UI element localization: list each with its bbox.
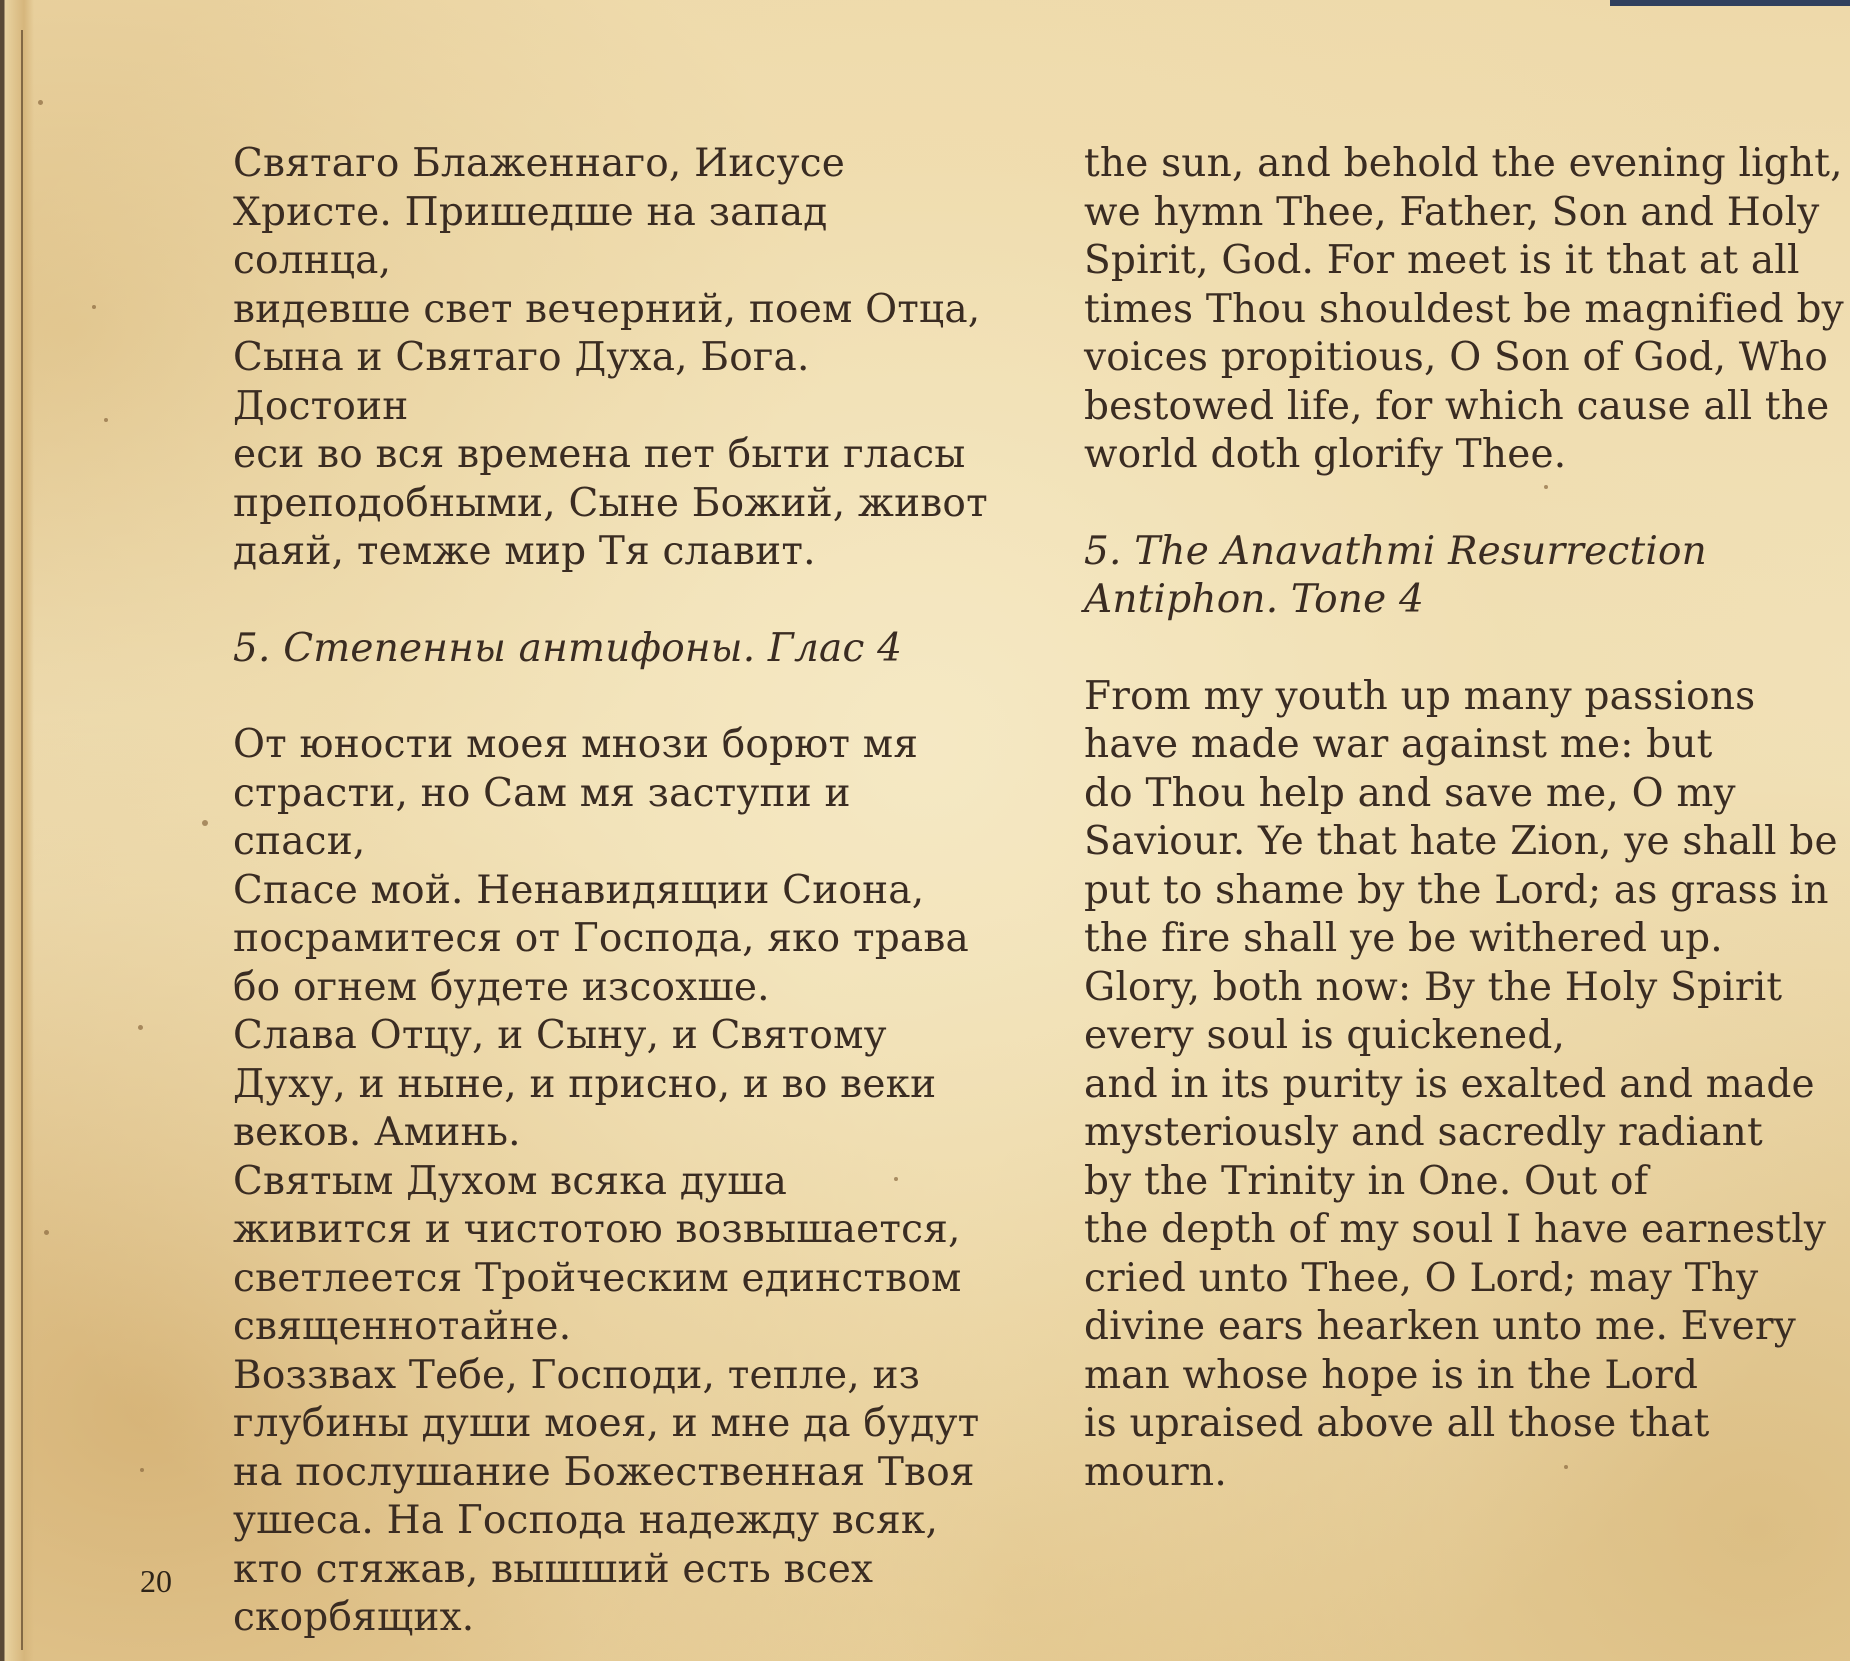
page-number: 20 [140, 1563, 172, 1599]
russian-column [233, 140, 993, 1643]
page-binding-edge [0, 0, 34, 1661]
paper-speck [104, 418, 108, 422]
paper-speck [138, 1025, 143, 1030]
russian-intro-paragraph: Святаго Блаженнаго, Иисусе Христе. Пришедше на запад солнца, видевше свет вечерний, поем Отца, Сына и Святаго Духа, Бога. Достоин еси во вся времена пет быти гласы преподобными, Сыне Божий, живот даяй, темже мир Тя славит. [233, 141, 988, 574]
top-edge-strip [1610, 0, 1850, 6]
english-column [1084, 140, 1844, 1497]
english-antiphon-text: From my youth up many passions have made war against me: but do Thou help and save me, O my Saviour. Ye that hate Zion, ye shall be put to shame by the Lord; as grass in the fire shall ye be withered up. Glory, both now: By the Holy Spirit every soul is quickened, and in its purity is exalted and made mysteriously and sacredly radiant by the Trinity in One. Out of the depth of my soul I have earnestly cried unto Thee, O Lord; may Thy divine ears hearken unto me. Every man whose hope is in the Lord is upraised above all those that mourn. [1084, 673, 1838, 1495]
paper-speck [140, 1468, 144, 1472]
paper-speck [92, 305, 96, 309]
page-edge-rule [21, 30, 23, 1650]
paper-speck [38, 100, 43, 105]
paper-speck [202, 820, 208, 826]
russian-antiphon-text: От юности моея мнози борют мя страсти, но Сам мя заступи и спаси, Спасе мой. Ненавидящии Сиона, посрамитеся от Господа, яко трава бо огнем будете изсохше. Слава Отцу, и Сыну, и Святому Духу, и ныне, и присно, и во веки веков. Аминь. Святым Духом всяка душа живится и чистотою возвышается, светлеется Тройческим единством священнотайне. Воззвах Тебе, Господи, тепле, из глубины души моея, и мне да будут на послушание Божественная Твоя ушеса. На Господа надежду всяк, кто стяжав, вышший есть всех скорбящих. [233, 722, 980, 1640]
english-intro-paragraph: the sun, and behold the evening light, we hymn Thee, Father, Son and Holy Spirit, God. For meet is it that at all times Thou shouldest be magnified by voices propitious, O Son of God, Who bestowed life, for which cause all the world doth glorify Thee. [1084, 141, 1844, 477]
paper-speck [44, 1230, 49, 1235]
english-section-heading: 5. The Anavathmi Resurrection Antiphon. Tone 4 [1084, 528, 1708, 622]
russian-section-heading: 5. Степенны антифоны. Глас 4 [233, 625, 903, 671]
